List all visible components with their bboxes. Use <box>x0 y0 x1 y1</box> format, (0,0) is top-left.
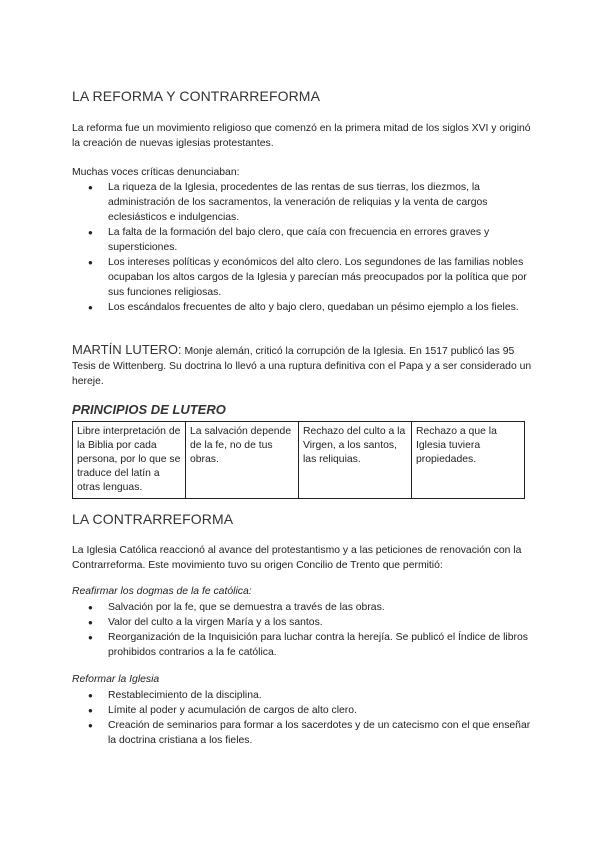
list-item: ● Los escándalos frecuentes de alto y bajo clero, quedaban un pésimo ejemplo a los fieles. <box>72 300 532 315</box>
table-cell: Rechazo a que la Iglesia tuviera propiedades. <box>412 422 525 499</box>
lutero-paragraph <box>72 342 532 389</box>
table-cell: Libre interpretación de la Biblia por cada persona, por lo que se traduce del latín a otras lenguas. <box>73 422 186 499</box>
principios-table <box>72 421 525 499</box>
list-item: ● Valor del culto a la virgen María y a los santos. <box>72 615 532 630</box>
contrarreforma-title: LA CONTRARREFORMA <box>72 511 234 527</box>
criticas-list <box>72 180 532 315</box>
table-row <box>73 422 525 499</box>
dogmas-title: Reafirmar los dogmas de la fe católica: <box>72 586 252 597</box>
list-item: ● Límite al poder y acumulación de cargos de alto clero. <box>72 703 532 718</box>
list-item: ● La falta de la formación del bajo clero, que caía con frecuencia en errores graves y supersticiones. <box>72 225 532 255</box>
lutero-label: MARTÍN LUTERO: <box>72 342 182 357</box>
table-cell: La salvación depende de la fe, no de tus obras. <box>186 422 299 499</box>
principios-title: PRINCIPIOS DE LUTERO <box>72 402 226 417</box>
reformar-title: Reformar la Iglesia <box>72 674 160 685</box>
page-title: LA REFORMA Y CONTRARREFORMA <box>72 88 321 104</box>
dogmas-list <box>72 600 532 660</box>
list-item: ● Creación de seminarios para formar a los sacerdotes y de un catecismo con el que enseñar la doctrina cristiana a los fieles. <box>72 718 532 748</box>
intro-paragraph: La reforma fue un movimiento religioso que comenzó en la primera mitad de los siglos XVI y originó la creación de nuevas iglesias protestantes. <box>72 123 531 149</box>
list-item: ● La riqueza de la Iglesia, procedentes de las rentas de sus tierras, los diezmos, la administración de los sacramentos, la veneración de reliquias y la venta de cargos eclesiásticos e indulgencias. <box>72 180 532 225</box>
reformar-list <box>72 688 532 748</box>
list-item: ● Reorganización de la Inquisición para luchar contra la herejía. Se publicó el Índice de libros prohibidos contrarios a la fe católica. <box>72 630 532 660</box>
list-item: ● Los intereses políticas y económicos del alto clero. Los segundones de las familias nobles ocupaban los altos cargos de la Iglesia y parecían más preocupados por la política que por sus funciones religiosas. <box>72 255 532 300</box>
list-item: ● Restablecimiento de la disciplina. <box>72 688 532 703</box>
list-item: ● Salvación por la fe, que se demuestra a través de las obras. <box>72 600 532 615</box>
criticas-lead: Muchas voces críticas denunciaban: <box>72 167 240 178</box>
lutero-text: Monje alemán, criticó la corrupción de la Iglesia. En 1517 publicó las 95 Tesis de Wittenberg. Su doctrina lo llevó a una ruptura definitiva con el Papa y a ser considerado un hereje. <box>72 346 532 387</box>
contrarreforma-intro: La Iglesia Católica reaccionó al avance del protestantismo y a las peticiones de renovación con la Contrarreforma. Este movimiento tuvo su origen Concilio de Trento que permitió: <box>72 545 522 571</box>
table-cell: Rechazo del culto a la Virgen, a los santos, las reliquias. <box>299 422 412 499</box>
